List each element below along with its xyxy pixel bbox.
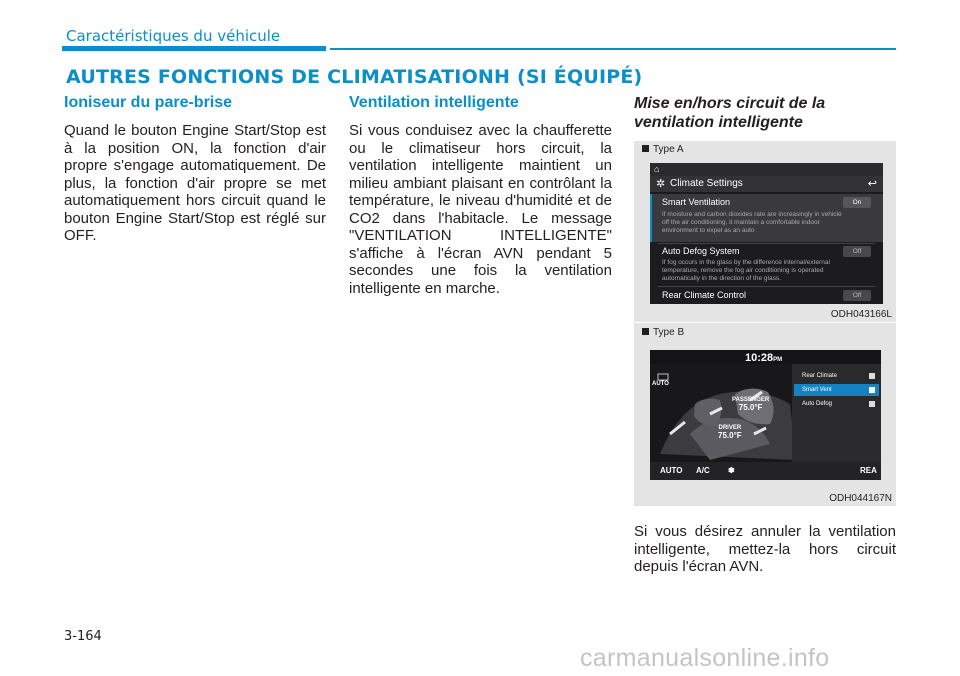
bottom-ac: A/C [696, 466, 710, 475]
settings-desc-smart-ventilation: If moisture and carbon dioxides rate are increasingly in vehicle off the air conditioning, it maintain a comfortable indoor environment to expel as an auto [662, 211, 842, 234]
bottom-rear: REA [860, 466, 877, 475]
figure-a-code: ODH043166L [830, 309, 892, 320]
climate-side-menu [792, 364, 881, 462]
column-windshield-ionizer [64, 94, 326, 245]
gear-icon: ✲ [656, 178, 666, 190]
climate-settings-screen [650, 163, 883, 304]
checkbox-checked-icon [869, 387, 875, 393]
climate-bottom-bar [650, 462, 881, 480]
column-3-paragraph [634, 523, 896, 576]
watermark: carmanualsonline.info [580, 644, 830, 672]
menu-item-rear-climate: Rear Climate [794, 370, 879, 382]
home-icon: ⌂ [654, 164, 660, 174]
menu-item-auto-defog: Auto Defog [794, 398, 879, 410]
heading-ionizer: Ioniseur du pare-brise [64, 94, 233, 111]
section-header: Caractéristiques du véhicule [66, 27, 281, 45]
header-bar-thin [330, 48, 896, 50]
page-title: AUTRES FONCTIONS DE CLIMATISATIONH (SI ÉQUIPÉ) [66, 66, 643, 88]
column-smart-ventilation-toggle [634, 94, 896, 142]
paragraph-smart-ventilation: Si vous conduisez avec la chaufferette ou le climatiseur hors circuit, la ventilation intelligente maintient un milieu ambiant plaisant en contrôlant la température, le niveau d'humidité et de CO2 dans l'habitacle. Le message "VENTILATION INTELLIGENTE" s'affiche à l'écran AVN pendant 5 secondes une fois la ventilation intelligente en marche. [349, 122, 612, 297]
figure-a-type-label: Type A [642, 144, 684, 155]
bottom-auto: AUTO [660, 466, 683, 475]
screen-clock: 10:28PM [745, 352, 783, 364]
screen-top-bar [650, 163, 883, 176]
figure-b-code: ODH044167N [829, 493, 892, 504]
checkbox-icon [869, 401, 875, 407]
toggle-rear-climate: Off [843, 290, 871, 301]
figure-type-b [634, 323, 896, 506]
fan-icon: ✽ [728, 466, 735, 475]
toggle-smart-ventilation: On [843, 197, 871, 208]
toggle-auto-defog: Off [843, 246, 871, 257]
menu-item-smart-vent: Smart Vent [794, 384, 879, 396]
page-number: 3-164 [64, 629, 102, 644]
car-interior-illustration [650, 364, 798, 462]
heading-smart-ventilation: Ventilation intelligente [349, 94, 519, 111]
settings-label-auto-defog: Auto Defog System [662, 246, 740, 256]
divider [658, 243, 875, 244]
figure-type-a [634, 141, 896, 322]
auto-mode-label: AUTO [652, 381, 669, 387]
screen-title: Climate Settings [670, 178, 743, 189]
square-bullet-icon [642, 145, 649, 152]
divider [658, 286, 875, 287]
paragraph-ionizer: Quand le bouton Engine Start/Stop est à la position ON, la fonction d'air propre s'engage automatiquement. De plus, la fonction d'air propre se met automatiquement hors circuit quand le bouton Engine Start/Stop est réglé sur OFF. [64, 122, 326, 244]
settings-label-smart-ventilation: Smart Ventilation [662, 197, 731, 207]
column-smart-ventilation [349, 94, 612, 297]
screen-title-bar [650, 176, 883, 192]
heading-smart-ventilation-toggle: Mise en/hors circuit de la ventilation intelligente [634, 95, 826, 131]
driver-zone: DRIVER 75.0°F [718, 425, 742, 440]
paragraph-toggle-off: Si vous désirez annuler la ventilation intelligente, mettez-la hors circuit depuis l'écran AVN. [634, 523, 896, 575]
settings-label-rear-climate: Rear Climate Control [662, 290, 747, 300]
settings-desc-auto-defog: If fog occurs in the glass by the difference internal/external temperature, remove the fog air conditioning is operated automatically in the direction of the glass. [662, 259, 830, 282]
square-bullet-icon [642, 328, 649, 335]
header-bar-thick [62, 46, 326, 51]
back-icon: ↩ [867, 178, 877, 190]
passenger-zone: PASSENGER 75.0°F [732, 397, 770, 412]
checkbox-icon [869, 373, 875, 379]
climate-status-screen [650, 350, 881, 480]
figure-b-type-label: Type B [642, 327, 684, 338]
